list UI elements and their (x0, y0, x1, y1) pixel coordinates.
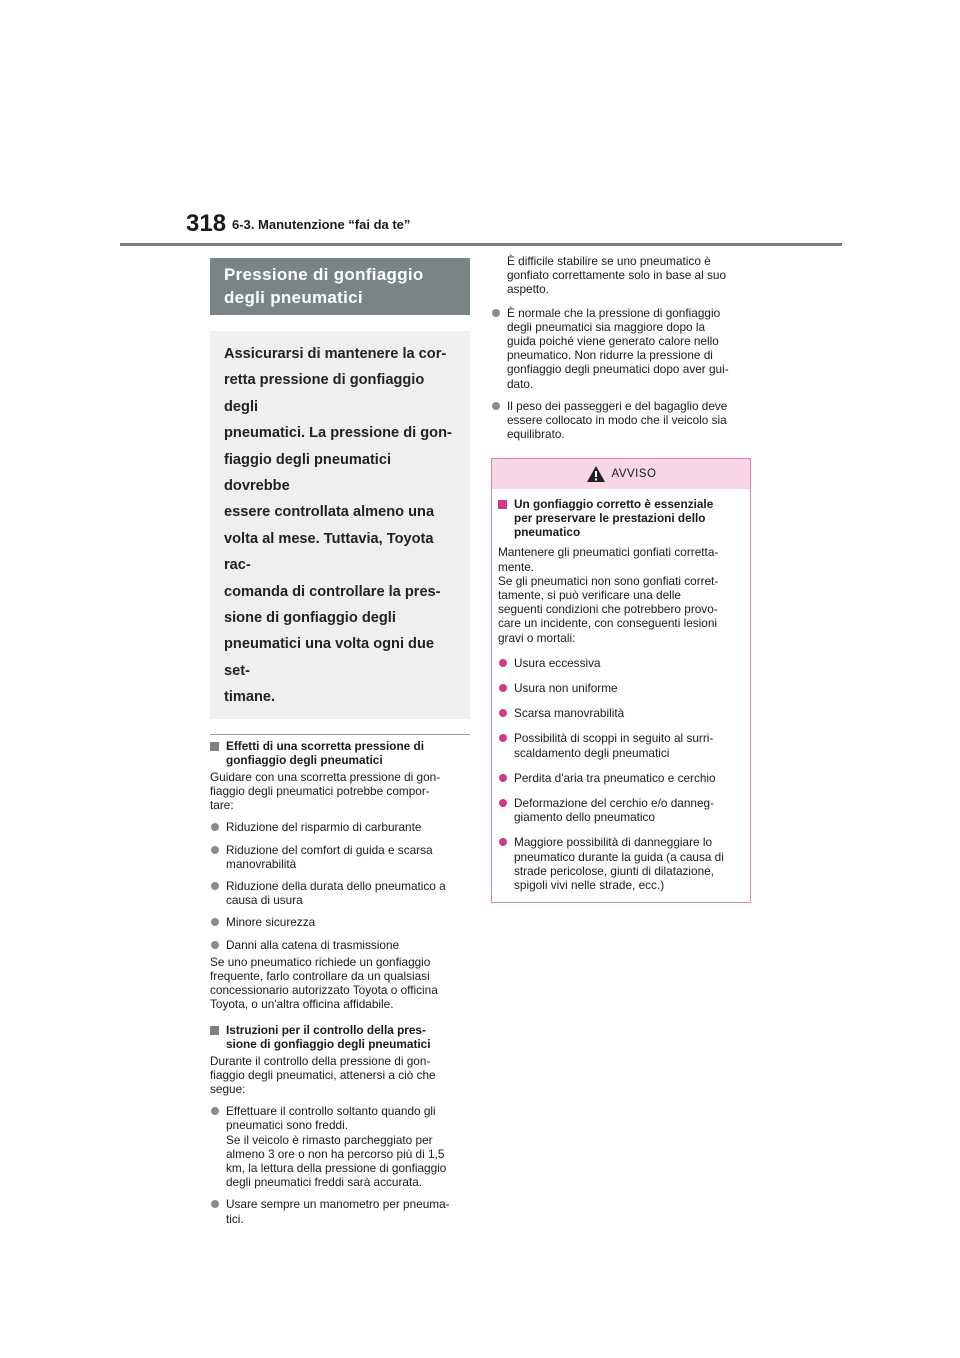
round-bullet-icon (499, 709, 507, 717)
list-item (210, 843, 470, 871)
text-line: Mantenere gli pneumatici gonfiati corretta- (498, 545, 719, 560)
heading-line: Effetti di una scorretta pressione di (226, 738, 424, 753)
paragraph (498, 545, 744, 644)
warning-box (491, 458, 751, 903)
text-line: fiaggio degli pneumatici potrebbe compor- (210, 783, 430, 798)
text-line: frequente, farlo controllare da un qualsiasi (210, 968, 430, 983)
round-bullet-icon (499, 799, 507, 807)
text-line: spigoli vivi nelle strade, ecc.) (514, 878, 665, 893)
intro-line: sione di gonfiaggio degli (224, 610, 396, 627)
text-line: equilibrato. (507, 427, 565, 442)
text-line: degli pneumatici freddi sarà accurata. (226, 1175, 423, 1190)
warning-label: AVVISO (611, 468, 657, 481)
heading-line: Istruzioni per il controllo della pres- (226, 1022, 426, 1037)
text-line: pneumatico. Non ridurre la pressione di (507, 348, 713, 363)
list-item (210, 1104, 470, 1189)
list-item (210, 879, 470, 907)
intro-line: volta al mese. Tuttavia, Toyota rac- (224, 530, 434, 574)
text-line: fiaggio degli pneumatici, attenersi a ciò che (210, 1067, 436, 1082)
text-line: Scarsa manovrabilità (514, 706, 625, 721)
text-line: km, la lettura della pressione di gonfiaggio (226, 1160, 447, 1175)
text-line: seguenti condizioni che potrebbero provo- (498, 602, 718, 617)
intro-line: pneumatici. La pressione di gon- (224, 425, 452, 442)
header-rule (120, 243, 842, 246)
round-bullet-icon (499, 659, 507, 667)
text-line: tare: (210, 798, 234, 813)
intro-line: timane. (224, 689, 276, 706)
page-number: 318 (186, 210, 227, 237)
text-line: Usura non uniforme (514, 681, 618, 696)
round-bullet-icon (211, 941, 219, 949)
text-line: essere collocato in modo che il veicolo sia (507, 413, 727, 428)
round-bullet-icon (492, 309, 500, 317)
text-line: Effettuare il controllo soltanto quando gli (226, 1104, 436, 1119)
round-bullet-icon (211, 918, 219, 926)
paragraph (210, 1054, 470, 1097)
round-bullet-icon (211, 1107, 219, 1115)
text-line: pneumatici sono freddi. (226, 1118, 348, 1133)
heading-line: gonfiaggio degli pneumatici (226, 752, 383, 767)
text-line: guida poiché viene generato calore nello (507, 334, 719, 349)
intro-line: comanda di controllare la pres- (224, 583, 441, 600)
list-item (498, 656, 744, 670)
list-item (498, 835, 744, 892)
text-line: Se gli pneumatici non sono gonfiati corret- (498, 573, 719, 588)
paragraph (491, 254, 751, 297)
text-line: almeno 3 ore o non ha percorso più di 1,5 (226, 1146, 445, 1161)
text-line: strade pericolose, giunti di dilatazione, (514, 863, 715, 878)
text-line: Se uno pneumatico richiede un gonfiaggio (210, 954, 431, 969)
intro-line: essere controllata almeno una (224, 504, 435, 521)
text-line: degli pneumatici sia maggiore dopo la (507, 319, 706, 334)
text-line: Se il veicolo è rimasto parcheggiato per (226, 1132, 433, 1147)
subsection-heading-effects (210, 739, 470, 767)
text-line: tamente, si può verificare una delle (498, 588, 681, 603)
warning-triangle-icon (586, 465, 606, 483)
text-line: segue: (210, 1081, 246, 1096)
round-bullet-icon (211, 846, 219, 854)
text-line: concessionario autorizzato Toyota o officina (210, 983, 438, 998)
text-line: manovrabilità (226, 856, 297, 871)
text-line: Usura eccessiva (514, 655, 601, 670)
text-line: Riduzione del risparmio di carburante (226, 820, 422, 835)
list-item (210, 1197, 470, 1225)
list-item (210, 820, 470, 834)
text-line: gravi o mortali: (498, 630, 576, 645)
paragraph (210, 955, 470, 1012)
text-line: giamento dello pneumatico (514, 810, 655, 825)
square-bullet-icon (210, 742, 219, 751)
square-bullet-icon (498, 500, 507, 509)
text-line: scaldamento degli pneumatici (514, 745, 670, 760)
text-line: care un incidente, con conseguenti lesioni (498, 616, 718, 631)
square-bullet-icon (210, 1026, 219, 1035)
text-line: Deformazione del cerchio e/o danneg- (514, 796, 715, 811)
text-line: Usare sempre un manometro per pneuma- (226, 1197, 450, 1212)
text-line: gonfiato correttamente solo in base al suo (507, 268, 727, 283)
subsection-heading-instructions (210, 1023, 470, 1051)
text-line: dato. (507, 376, 534, 391)
text-line: gonfiaggio degli pneumatici dopo aver gui- (507, 362, 729, 377)
text-line: Possibilità di scoppi in seguito al surri- (514, 731, 714, 746)
text-line: aspetto. (507, 282, 549, 297)
intro-line: pneumatici una volta ogni due set- (224, 636, 435, 679)
left-column (210, 258, 470, 1226)
round-bullet-icon (499, 838, 507, 846)
paragraph (210, 770, 470, 813)
text-line: Danni alla catena di trasmissione (226, 937, 400, 952)
intro-line: retta pressione di gonfiaggio degli (224, 372, 425, 415)
section-title: 6-3. Manutenzione “fai da te” (232, 217, 411, 232)
list-item (498, 706, 744, 720)
list-item (210, 938, 470, 952)
heading-line: per preservare le prestazioni dello (514, 511, 706, 526)
round-bullet-icon (499, 774, 507, 782)
list-item (498, 771, 744, 785)
warning-header (492, 459, 750, 489)
text-line: Minore sicurezza (226, 915, 316, 930)
intro-line: fiaggio degli pneumatici dovrebbe (224, 451, 392, 495)
round-bullet-icon (211, 1200, 219, 1208)
list-item (491, 306, 751, 391)
list-item (491, 399, 751, 442)
text-line: causa di usura (226, 893, 303, 908)
intro-line: Assicurarsi di mantenere la cor- (224, 346, 447, 362)
text-line: Durante il controllo della pressione di gon- (210, 1053, 431, 1068)
text-line: Riduzione del comfort di guida e scarsa (226, 842, 433, 857)
topic-title (210, 258, 470, 315)
text-line: tici. (226, 1211, 244, 1226)
warning-body (492, 489, 750, 902)
text-line: Il peso dei passeggeri e del bagaglio deve (507, 398, 728, 413)
round-bullet-icon (211, 882, 219, 890)
text-line: Guidare con una scorretta pressione di gon- (210, 769, 441, 784)
heading-line: Un gonfiaggio corretto è essenziale (514, 497, 714, 512)
round-bullet-icon (499, 684, 507, 692)
round-bullet-icon (211, 823, 219, 831)
round-bullet-icon (492, 402, 500, 410)
text-line: Toyota, o un'altra officina affidabile. (210, 997, 394, 1012)
right-column (491, 254, 751, 903)
warning-heading (498, 497, 744, 539)
list-item (210, 915, 470, 929)
section-divider (210, 734, 470, 735)
list-item (498, 796, 744, 824)
text-line: pneumatico durante la guida (a causa di (514, 849, 724, 864)
topic-title-line: Pressione di gonfiaggio (224, 265, 424, 284)
round-bullet-icon (499, 734, 507, 742)
text-line: Perdita d'aria tra pneumatico e cerchio (514, 770, 716, 785)
list-item (498, 681, 744, 695)
text-line: Riduzione della durata dello pneumatico a (226, 878, 446, 893)
heading-line: pneumatico (514, 525, 581, 540)
text-line: Maggiore possibilità di danneggiare lo (514, 835, 713, 850)
text-line: mente. (498, 559, 535, 574)
intro-box (210, 331, 470, 719)
topic-title-line: degli pneumatici (224, 288, 363, 307)
text-line: È difficile stabilire se uno pneumatico è (507, 254, 711, 268)
text-line: È normale che la pressione di gonfiaggio (507, 305, 721, 320)
list-item (498, 731, 744, 759)
heading-line: sione di gonfiaggio degli pneumatici (226, 1036, 431, 1051)
